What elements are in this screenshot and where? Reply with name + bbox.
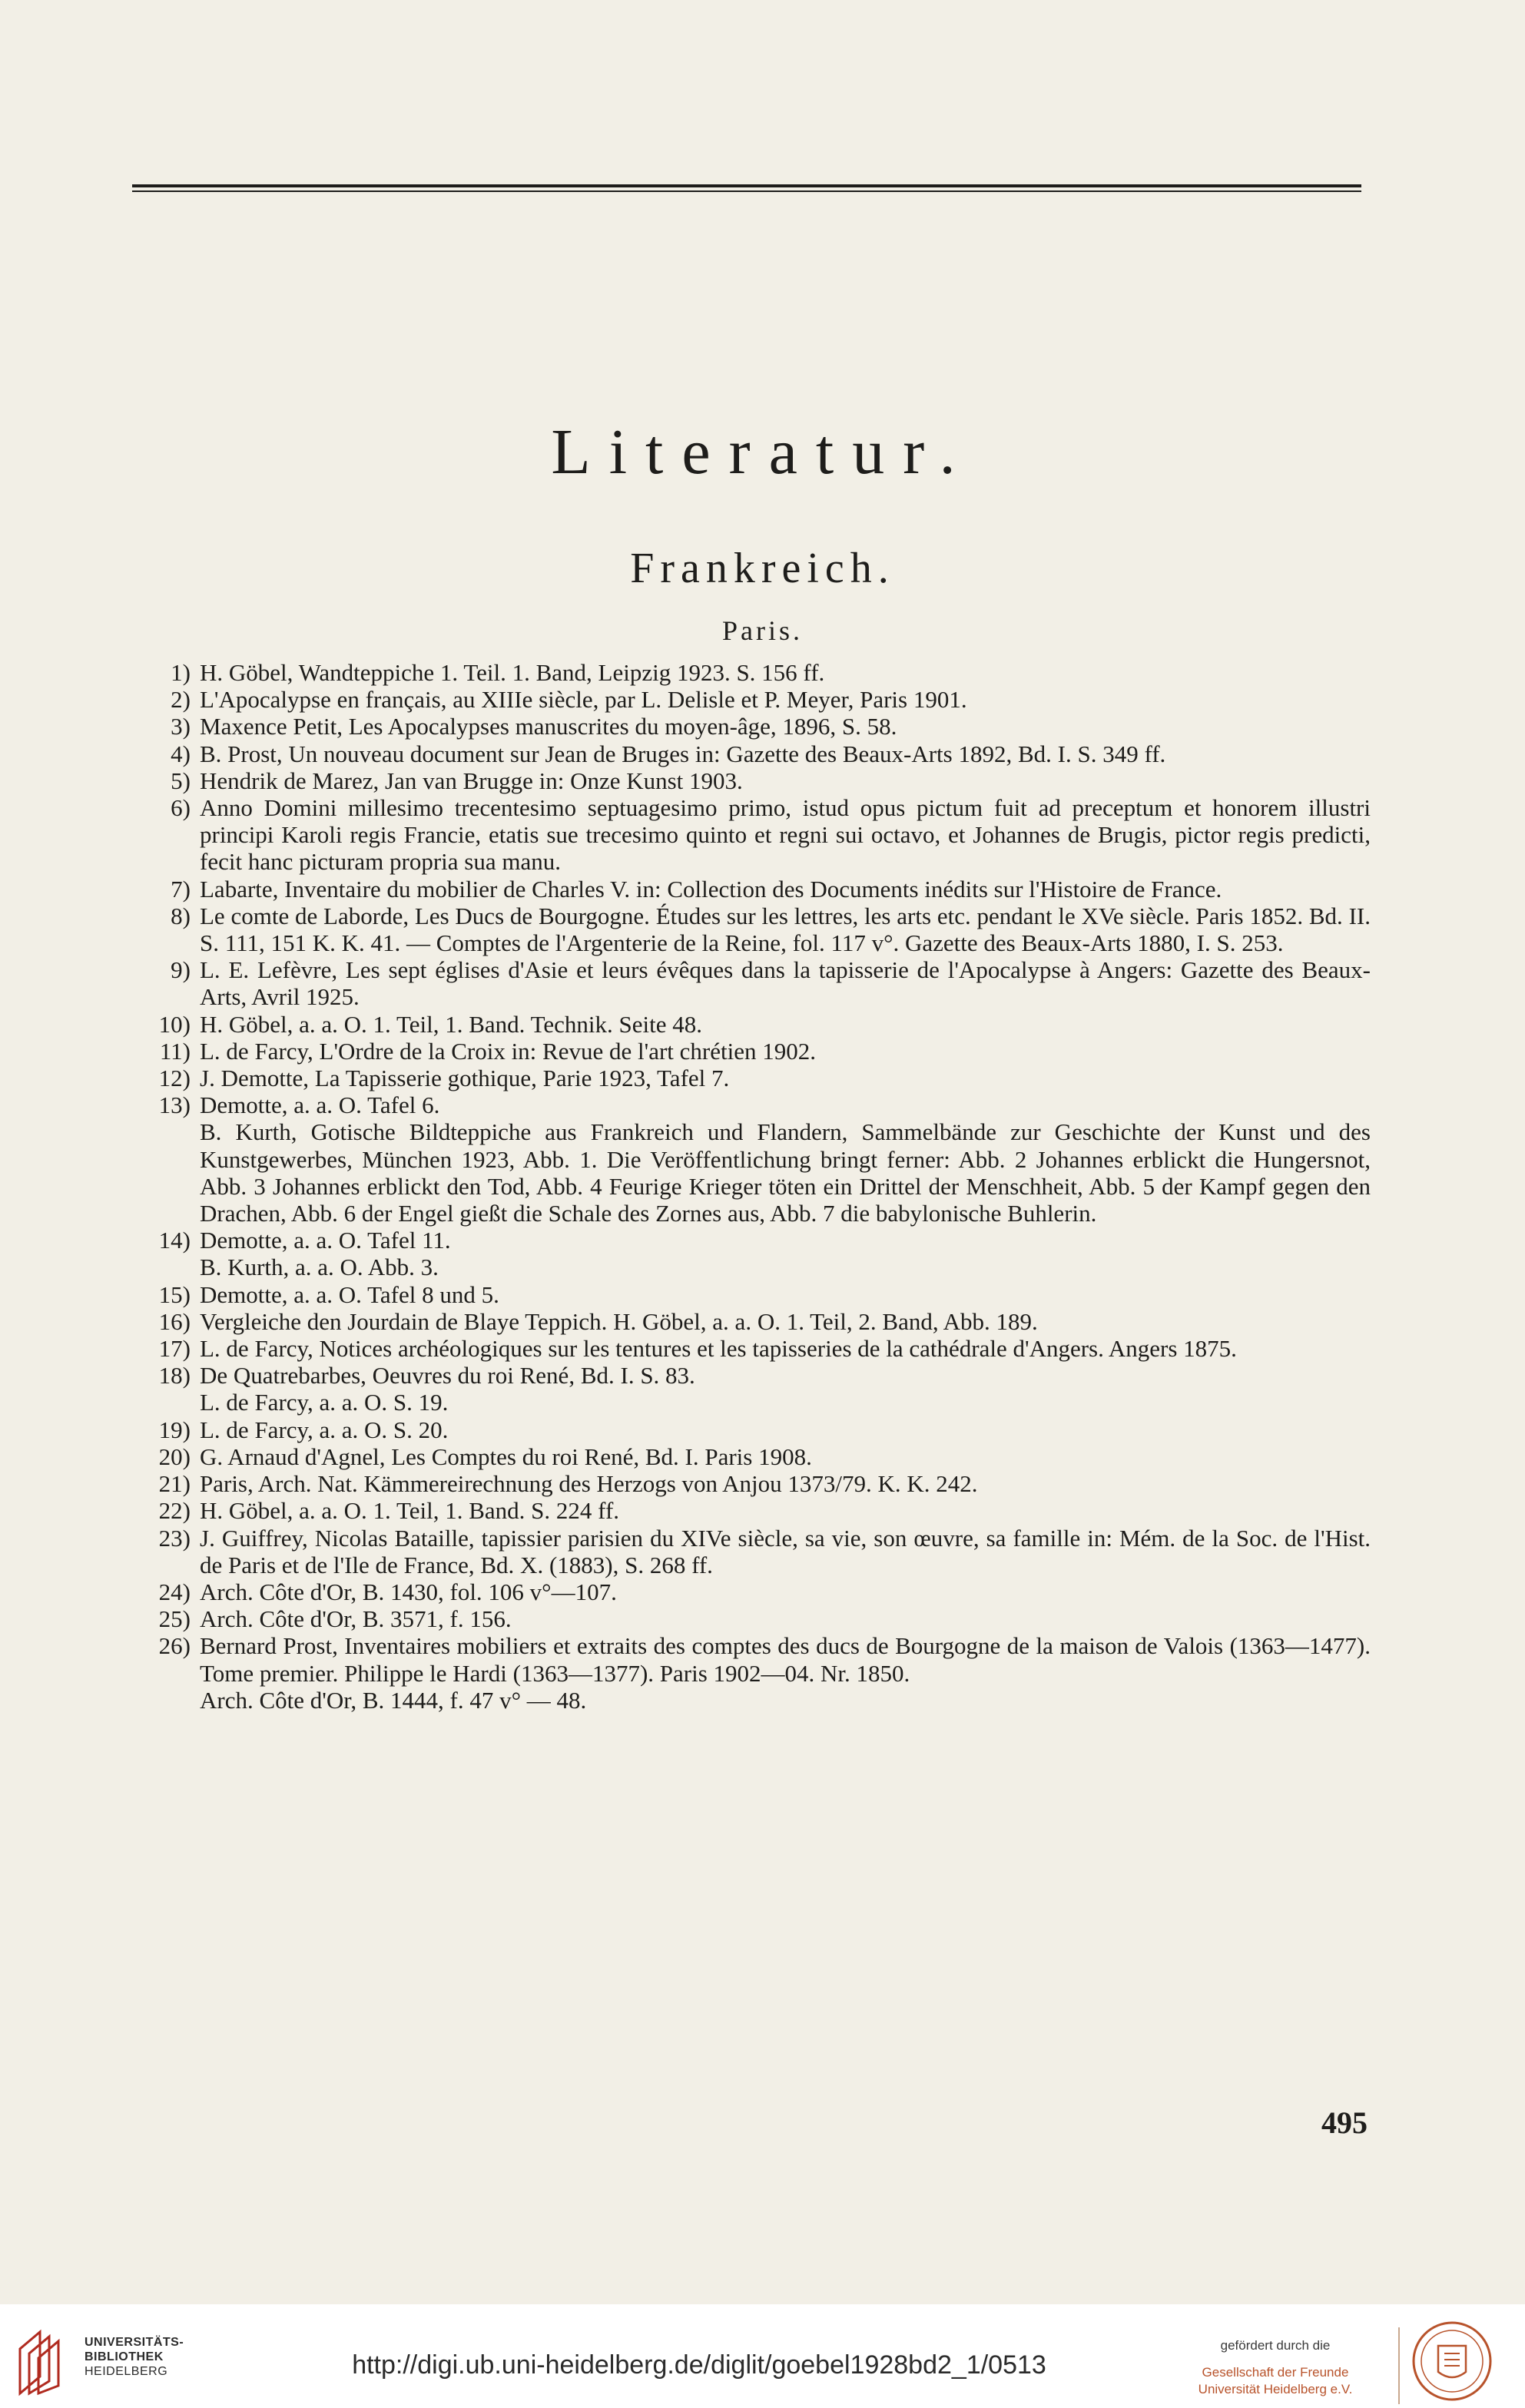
top-rule-thin-line	[132, 190, 1361, 192]
reference-text: Paris, Arch. Nat. Kämmereirechnung des Herzogs von Anjou 1373/79. K. K. 242.	[200, 1470, 978, 1498]
reference-text: L. de Farcy, L'Ordre de la Croix in: Revue de l'art chrétien 1902.	[200, 1037, 816, 1065]
reference-text: J. Guiffrey, Nicolas Bataille, tapissier parisien du XIVe siècle, sa vie, son œuvre, sa famille in: Mém. de la Soc. de l'Hist. de Paris et de l'Ile de France, Bd. X. (1883), S. 268 ff.	[200, 1524, 1371, 1578]
reference-text: Arch. Côte d'Or, B. 1430, fol. 106 v°—107.	[200, 1578, 617, 1605]
reference-text: G. Arnaud d'Agnel, Les Comptes du roi René, Bd. I. Paris 1908.	[200, 1442, 812, 1470]
reference-item	[148, 794, 1371, 876]
reference-number: 2)	[171, 686, 191, 714]
reference-text: Maxence Petit, Les Apocalypses manuscrites du moyen-âge, 1896, S. 58.	[200, 713, 897, 740]
reference-text: J. Demotte, La Tapisserie gothique, Parie 1923, Tafel 7.	[200, 1065, 730, 1092]
book-stack-logo-icon[interactable]	[14, 2326, 69, 2396]
reference-item	[148, 876, 1371, 903]
library-name-line1: UNIVERSITÄTS-	[85, 2336, 184, 2349]
society-name-line2: Universität Heidelberg e.V.	[1198, 2382, 1353, 2396]
reference-text: L. de Farcy, a. a. O. S. 19.	[200, 1389, 449, 1416]
reference-item	[148, 1687, 1371, 1714]
reference-item	[148, 956, 1371, 1010]
reference-item	[148, 1281, 1371, 1308]
reference-number: 25)	[158, 1605, 191, 1633]
reference-text: Anno Domini millesimo trecentesimo septuagesimo primo, istud opus pictum fuit ad preceptum et honorem illustri principi Karoli regis Francie, etatis sue trecesimo quinto et regni sui octavo, et Johannes de Brugis, pictor regis predicti, fecit hanc picturam propria sua manu.	[200, 794, 1371, 876]
reference-text: B. Kurth, Gotische Bildteppiche aus Frankreich und Flandern, Sammelbände zur Geschichte der Kunst und des Kunstgewerbes, München 1923, Abb. 1. Die Veröffentlichung bringt ferner: Abb. 2 Johannes erblickt die Hungersnot, Abb. 3 Johannes erblickt den Tod, Abb. 4 Feurige Krieger töten ein Drittel der Menschheit, Abb. 5 der Kampf gegen den Drachen, Abb. 6 der Engel gießt die Schale des Zornes aus, Abb. 7 die babylonische Buhlerin.	[200, 1118, 1371, 1227]
reference-number: 11)	[159, 1037, 191, 1065]
library-name-line2: BIBLIOTHEK	[85, 2350, 164, 2363]
reference-text: De Quatrebarbes, Oeuvres du roi René, Bd. I. S. 83.	[200, 1362, 695, 1389]
reference-number: 24)	[158, 1578, 191, 1605]
library-name[interactable]	[85, 2335, 184, 2379]
reference-number: 18)	[158, 1362, 191, 1389]
footer-divider	[1398, 2327, 1400, 2404]
reference-item	[148, 1091, 1371, 1118]
reference-item	[148, 713, 1371, 740]
reference-number: 22)	[158, 1497, 191, 1525]
top-rule	[132, 184, 1361, 195]
reference-number: 17)	[158, 1335, 191, 1363]
reference-item	[148, 1038, 1371, 1065]
reference-item	[148, 1443, 1371, 1470]
reference-item	[148, 1497, 1371, 1524]
reference-item	[148, 1118, 1371, 1227]
footer-bar	[0, 2304, 1525, 2408]
reference-item	[148, 686, 1371, 713]
funded-by-label: gefördert durch die	[1220, 2338, 1331, 2353]
reference-text: B. Kurth, a. a. O. Abb. 3.	[200, 1254, 439, 1281]
reference-number: 9)	[171, 956, 191, 984]
reference-text: L. de Farcy, a. a. O. S. 20.	[200, 1416, 449, 1443]
reference-text: Hendrik de Marez, Jan van Brugge in: Onze Kunst 1903.	[200, 767, 743, 794]
reference-item	[148, 1632, 1371, 1686]
reference-number: 4)	[171, 740, 191, 767]
reference-number: 21)	[158, 1470, 191, 1498]
reference-number: 15)	[158, 1280, 191, 1308]
reference-item	[148, 1011, 1371, 1038]
page-subtitle: Frankreich.	[630, 545, 895, 592]
reference-item	[148, 1605, 1371, 1632]
reference-text: L. E. Lefèvre, Les sept églises d'Asie et leurs évêques dans la tapisserie de l'Apocalypse à Angers: Gazette des Beaux-Arts, Avril 1925.	[200, 956, 1371, 1011]
reference-number: 8)	[171, 902, 191, 929]
reference-text: Bernard Prost, Inventaires mobiliers et extraits des comptes des ducs de Bourgogne de la maison de Valois (1363—1477). Tome premier. Philippe le Hardi (1363—1377). Paris 1902—04. Nr. 1850.	[200, 1632, 1371, 1687]
reference-item	[148, 1389, 1371, 1416]
reference-item	[148, 740, 1371, 767]
reference-item	[148, 1227, 1371, 1254]
reference-item	[148, 767, 1371, 794]
reference-text: Vergleiche den Jourdain de Blaye Teppich. H. Göbel, a. a. O. 1. Teil, 2. Band, Abb. 189.	[200, 1307, 1038, 1335]
reference-item	[148, 1470, 1371, 1497]
reference-item	[148, 903, 1371, 956]
reference-text: L. de Farcy, Notices archéologiques sur les tentures et les tapisseries de la cathédrale d'Angers. Angers 1875.	[200, 1335, 1237, 1363]
permalink-url[interactable]: http://digi.ub.uni-heidelberg.de/diglit/goebel1928bd2_1/0513	[352, 2350, 1046, 2380]
reference-text: Labarte, Inventaire du mobilier de Charles V. in: Collection des Documents inédits sur l'Histoire de France.	[200, 875, 1222, 903]
library-name-line3: HEIDELBERG	[85, 2365, 168, 2378]
reference-list	[148, 659, 1371, 1714]
reference-item	[148, 659, 1371, 686]
reference-text: Demotte, a. a. O. Tafel 8 und 5.	[200, 1280, 499, 1308]
reference-text: H. Göbel, Wandteppiche 1. Teil. 1. Band, Leipzig 1923. S. 156 ff.	[200, 659, 825, 686]
society-name-line1: Gesellschaft der Freunde	[1202, 2365, 1349, 2380]
reference-item	[148, 1065, 1371, 1091]
reference-item	[148, 1308, 1371, 1335]
reference-text: Demotte, a. a. O. Tafel 6.	[200, 1091, 440, 1119]
reference-text: B. Prost, Un nouveau document sur Jean de Bruges in: Gazette des Beaux-Arts 1892, Bd. I. S. 349 ff.	[200, 740, 1166, 767]
reference-number: 5)	[171, 767, 191, 794]
reference-text: Arch. Côte d'Or, B. 3571, f. 156.	[200, 1605, 512, 1633]
reference-item	[148, 1578, 1371, 1605]
reference-item	[148, 1525, 1371, 1578]
reference-text: H. Göbel, a. a. O. 1. Teil, 1. Band. Technik. Seite 48.	[200, 1010, 703, 1038]
reference-number: 14)	[158, 1227, 191, 1254]
reference-number: 6)	[171, 794, 191, 822]
reference-text: Demotte, a. a. O. Tafel 11.	[200, 1227, 451, 1254]
reference-number: 23)	[158, 1524, 191, 1552]
reference-number: 16)	[158, 1307, 191, 1335]
reference-text: Arch. Côte d'Or, B. 1444, f. 47 v° — 48.	[200, 1686, 587, 1714]
reference-number: 26)	[158, 1632, 191, 1660]
reference-text: H. Göbel, a. a. O. 1. Teil, 1. Band. S. 224 ff.	[200, 1497, 620, 1525]
reference-number: 7)	[171, 875, 191, 903]
reference-item	[148, 1335, 1371, 1362]
section-heading: Paris.	[722, 615, 803, 646]
reference-item	[148, 1254, 1371, 1280]
reference-number: 13)	[158, 1091, 191, 1119]
society-name[interactable]	[1160, 2364, 1391, 2398]
top-rule-thick-line	[132, 184, 1361, 187]
reference-number: 3)	[171, 713, 191, 740]
reference-number: 12)	[158, 1065, 191, 1092]
reference-number: 19)	[158, 1416, 191, 1443]
page-number: 495	[1321, 2105, 1368, 2140]
reference-text: Le comte de Laborde, Les Ducs de Bourgogne. Études sur les lettres, les arts etc. pendant le XVe siècle. Paris 1852. Bd. II. S. 111, 151 K. K. 41. — Comptes de l'Argenterie de la Reine, fol. 117 v°. Gazette des Beaux-Arts 1880, I. S. 253.	[200, 902, 1371, 957]
reference-item	[148, 1416, 1371, 1443]
reference-number: 10)	[158, 1010, 191, 1038]
reference-text: L'Apocalypse en français, au XIIIe siècle, par L. Delisle et P. Meyer, Paris 1901.	[200, 686, 967, 714]
university-seal-icon[interactable]	[1406, 2318, 1498, 2404]
reference-number: 1)	[171, 659, 191, 686]
reference-number: 20)	[158, 1442, 191, 1470]
reference-item	[148, 1362, 1371, 1389]
page-title: Literatur.	[551, 416, 974, 488]
